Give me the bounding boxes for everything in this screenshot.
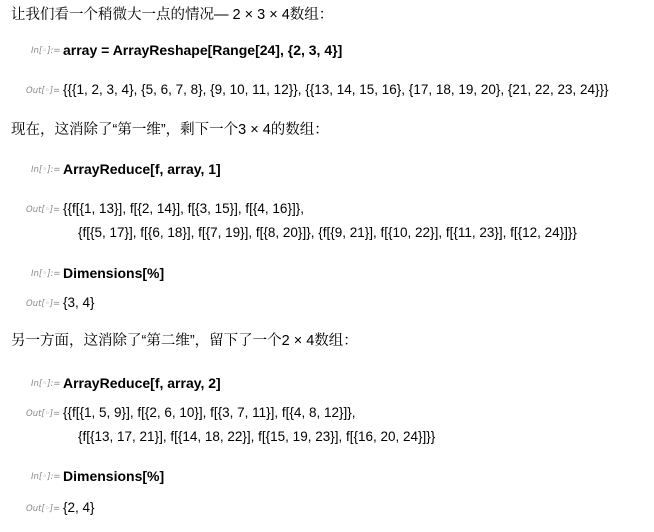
output-dimensions-2: {2, 4} <box>63 500 95 515</box>
output-label: Out[◦]= <box>26 409 61 419</box>
output-label: Out[◦]= <box>26 205 61 215</box>
input-label: In[◦]:= <box>31 472 61 482</box>
output-label: Out[◦]= <box>26 504 61 514</box>
paragraph-first-dimension: 现在，这消除了“第一维”，剩下一个3 × 4的数组： <box>11 122 329 138</box>
input-label: In[◦]:= <box>31 46 61 56</box>
output-reduce-2-line-1: {{f[{1, 5, 9}], f[{2, 6, 10}], f[{3, 7, 11}], f[{4, 8, 12}]}, <box>63 405 356 420</box>
output-reduce-1-line-1: {{f[{1, 13}], f[{2, 14}], f[{3, 15}], f[{4, 16}]}, <box>63 201 304 216</box>
output-reduce-2-line-2: {f[{13, 17, 21}], f[{14, 18, 22}], f[{15, 19, 23}], f[{16, 20, 24}]}} <box>78 429 436 444</box>
output-reduce-1-line-2: {f[{5, 17}], f[{6, 18}], f[{7, 19}], f[{8, 20}]}, {f[{9, 21}], f[{10, 22}], f[{11, 23}], f[{12, 24}]}} <box>78 225 577 240</box>
output-label: Out[◦]= <box>26 299 61 309</box>
input-label: In[◦]:= <box>31 379 61 389</box>
input-label: In[◦]:= <box>31 165 61 175</box>
output-array: {{{1, 2, 3, 4}, {5, 6, 7, 8}, {9, 10, 11, 12}}, {{13, 14, 15, 16}, {17, 18, 19, 20}, {21, 22, 23, 24}}} <box>63 82 609 97</box>
output-label: Out[◦]= <box>26 86 61 96</box>
input-cell-array-reduce-2[interactable]: ArrayReduce[f, array, 2] <box>63 375 221 391</box>
intro-paragraph: 让我们看一个稍微大一点的情况— 2 × 3 × 4数组： <box>11 7 334 23</box>
input-cell-dimensions-2[interactable]: Dimensions[%] <box>63 468 165 484</box>
input-cell-dimensions-1[interactable]: Dimensions[%] <box>63 265 165 281</box>
output-dimensions-1: {3, 4} <box>63 295 95 310</box>
input-label: In[◦]:= <box>31 269 61 279</box>
input-cell-array-reduce-1[interactable]: ArrayReduce[f, array, 1] <box>63 161 221 177</box>
paragraph-second-dimension: 另一方面，这消除了“第二维”，留下了一个2 × 4数组： <box>11 333 358 349</box>
input-cell-array-reshape[interactable]: array = ArrayReshape[Range[24], {2, 3, 4}] <box>63 42 343 58</box>
